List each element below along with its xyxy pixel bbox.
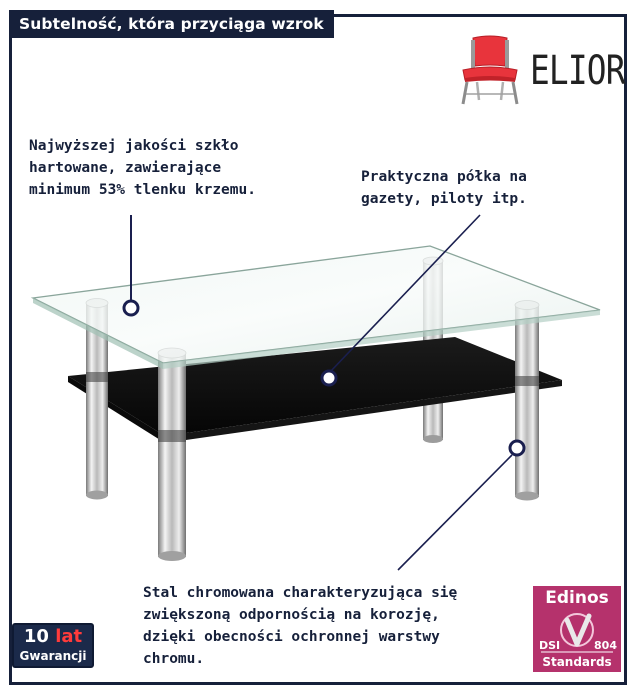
- note-glass-line-3: minimum 53% tlenku krzemu.: [29, 182, 256, 198]
- certificate-right: 804: [594, 639, 617, 652]
- leader-line-steel: [398, 455, 512, 570]
- warranty-label: Gwarancji: [19, 649, 87, 663]
- note-steel-line-3: dzięki obecności ochronnej warstwy: [143, 629, 440, 645]
- page-title: Subtelność, która przyciąga wzrok: [9, 10, 334, 38]
- note-shelf-line-1: Praktyczna półka na: [361, 169, 527, 185]
- brand-name: ELIOR: [530, 48, 625, 94]
- certificate-bottom: Standards: [542, 655, 612, 669]
- warranty-badge: [12, 623, 94, 668]
- note-steel-line-1: Stal chromowana charakteryzująca się: [143, 585, 458, 601]
- certificate-badge: [533, 586, 621, 672]
- warranty-number: 10: [23, 626, 49, 647]
- marker-steel: [510, 441, 524, 455]
- note-steel-line-2: zwiększoną odpornością na korozję,: [143, 607, 440, 623]
- table-leg-front-right: [515, 304, 539, 497]
- certificate-top: Edinos: [545, 588, 609, 608]
- marker-shelf: [322, 371, 336, 385]
- note-steel-line-4: chromu.: [143, 651, 205, 667]
- note-glass-line-1: Najwyższej jakości szkło: [29, 138, 239, 154]
- warranty-unit: lat: [55, 626, 83, 647]
- note-glass-line-2: hartowane, zawierające: [29, 160, 222, 176]
- marker-glass: [124, 301, 138, 315]
- warranty-years: [14, 626, 92, 648]
- table-leg-front-left: [158, 352, 186, 557]
- certificate-left: DSI: [539, 639, 561, 652]
- note-shelf-line-2: gazety, piloty itp.: [361, 191, 527, 207]
